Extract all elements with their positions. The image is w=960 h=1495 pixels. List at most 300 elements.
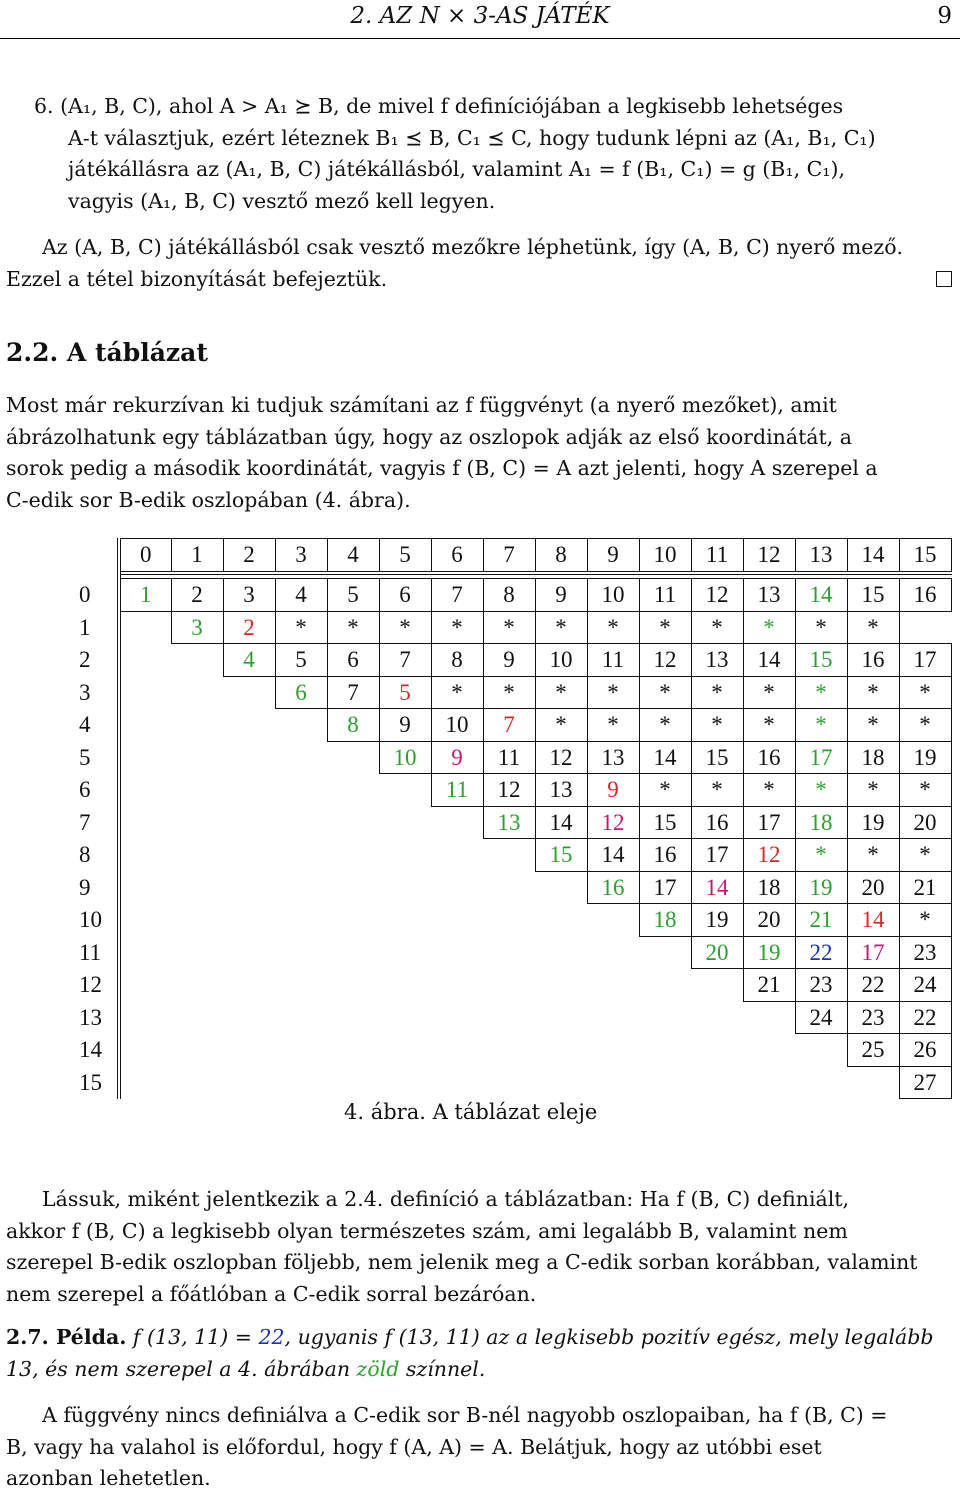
empty-cell — [171, 1034, 223, 1067]
example-text-b: , ugyanis f (13, 11) az a legkisebb pozitív egész, mely legalább — [284, 1325, 934, 1349]
column-header-9: 9 — [587, 539, 639, 573]
table-cell: 1 — [119, 579, 171, 612]
table-cell: 19 — [899, 741, 951, 774]
column-header-4: 4 — [327, 539, 379, 573]
empty-cell — [847, 1066, 899, 1099]
empty-cell — [431, 1066, 483, 1099]
table-row — [63, 676, 951, 709]
table-cell: 15 — [691, 741, 743, 774]
empty-cell — [327, 1001, 379, 1034]
example-label: 2.7. Példa. — [6, 1325, 127, 1349]
table-cell: 14 — [847, 904, 899, 937]
table-cell: * — [795, 676, 847, 709]
table-cell: 3 — [223, 579, 275, 612]
table-cell: 14 — [535, 806, 587, 839]
table-row — [63, 936, 951, 969]
empty-cell — [587, 904, 639, 937]
column-header-10: 10 — [639, 539, 691, 573]
empty-cell — [379, 936, 431, 969]
empty-cell — [535, 904, 587, 937]
empty-cell — [119, 1034, 171, 1067]
empty-cell — [639, 1001, 691, 1034]
empty-cell — [639, 969, 691, 1002]
empty-cell — [119, 644, 171, 677]
last-line1: A függvény nincs definiálva a C-edik sor B-nél nagyobb oszlopaiban, ha f (B, C) = — [42, 1403, 888, 1427]
empty-cell — [223, 936, 275, 969]
intro-line4: C-edik sor B-edik oszlopában (4. ábra). — [6, 487, 411, 512]
table-cell: 14 — [639, 741, 691, 774]
table-cell: 16 — [587, 871, 639, 904]
empty-cell — [379, 969, 431, 1002]
empty-cell — [483, 871, 535, 904]
table-cell: 7 — [431, 579, 483, 612]
empty-cell — [223, 839, 275, 872]
empty-cell — [119, 611, 171, 644]
empty-cell — [223, 741, 275, 774]
table-cell: 9 — [535, 579, 587, 612]
function-table — [63, 538, 952, 1099]
empty-cell — [171, 1066, 223, 1099]
table-cell: * — [483, 676, 535, 709]
intro-paragraph — [6, 390, 956, 516]
row-header-10: 10 — [63, 904, 119, 937]
table-row — [63, 644, 951, 677]
column-header-13: 13 — [795, 539, 847, 573]
table-cell: 23 — [899, 936, 951, 969]
table-cell: 16 — [743, 741, 795, 774]
item6-line2: A-t választjuk, ezért léteznek B₁ ⪯ B, C₁ ⪯ C, hogy tudunk lépni az (A₁, B₁, C₁) — [68, 125, 876, 150]
empty-cell — [223, 1001, 275, 1034]
table-cell: * — [847, 611, 899, 644]
empty-cell — [379, 904, 431, 937]
empty-cell — [171, 676, 223, 709]
table-cell: 10 — [431, 709, 483, 742]
table-cell: 17 — [795, 741, 847, 774]
table-row — [63, 969, 951, 1002]
page-number: 9 — [937, 3, 952, 29]
table-cell: * — [691, 676, 743, 709]
conclusion-line1: Az (A, B, C) játékállásból csak vesztő mezőkre léphetünk, így (A, B, C) nyerő mező. — [42, 235, 904, 259]
row-header-4: 4 — [63, 709, 119, 742]
table-cell: 13 — [587, 741, 639, 774]
table-row — [63, 806, 951, 839]
table-cell: 3 — [171, 611, 223, 644]
empty-cell — [795, 1066, 847, 1099]
table-cell: 6 — [379, 579, 431, 612]
table-cell: 13 — [535, 774, 587, 807]
table-cell: * — [587, 709, 639, 742]
after-line3: szerepel B-edik oszlopban följebb, nem jelenik meg a C-edik sorban korábban, valamint — [6, 1250, 918, 1274]
table-cell: 4 — [275, 579, 327, 612]
empty-cell — [483, 969, 535, 1002]
last-line3: azonban lehetetlen. — [6, 1466, 211, 1490]
table-cell: * — [275, 611, 327, 644]
empty-cell — [743, 1034, 795, 1067]
table-cell: * — [535, 676, 587, 709]
empty-cell — [431, 1001, 483, 1034]
table-cell: 13 — [483, 806, 535, 839]
intro-line2: ábrázolhatunk egy táblázatban úgy, hogy az oszlopok adják az első koordinátát, a — [6, 424, 853, 449]
empty-cell — [119, 871, 171, 904]
table-row — [63, 1066, 951, 1099]
table-cell: * — [795, 709, 847, 742]
empty-cell — [587, 936, 639, 969]
empty-cell — [379, 1066, 431, 1099]
table-cell: * — [431, 611, 483, 644]
empty-cell — [483, 1001, 535, 1034]
table-cell: 6 — [275, 676, 327, 709]
empty-cell — [223, 1066, 275, 1099]
table-row — [63, 579, 951, 612]
table-cell: * — [691, 709, 743, 742]
table-row — [63, 871, 951, 904]
empty-cell — [327, 839, 379, 872]
empty-cell — [119, 774, 171, 807]
table-cell: 16 — [691, 806, 743, 839]
empty-cell — [483, 904, 535, 937]
proof-item-6 — [6, 91, 956, 217]
empty-cell — [275, 1001, 327, 1034]
empty-cell — [119, 676, 171, 709]
empty-cell — [743, 1001, 795, 1034]
empty-cell — [171, 839, 223, 872]
table-cell: 16 — [639, 839, 691, 872]
qed-box-icon — [936, 271, 952, 287]
table-cell: 5 — [327, 579, 379, 612]
empty-cell — [431, 904, 483, 937]
empty-cell — [223, 774, 275, 807]
empty-cell — [223, 676, 275, 709]
table-cell: * — [795, 774, 847, 807]
table-cell: * — [535, 611, 587, 644]
table-cell: 22 — [847, 969, 899, 1002]
table-cell: 15 — [535, 839, 587, 872]
after-line1: Lássuk, miként jelentkezik a 2.4. definíció a táblázatban: Ha f (B, C) definiált, — [42, 1187, 850, 1211]
table-cell: * — [899, 774, 951, 807]
row-header-3: 3 — [63, 676, 119, 709]
table-cell: 7 — [483, 709, 535, 742]
empty-cell — [587, 1034, 639, 1067]
column-header-14: 14 — [847, 539, 899, 573]
table-corner — [63, 539, 119, 573]
table-cell: 9 — [587, 774, 639, 807]
table-cell: 18 — [847, 741, 899, 774]
empty-cell — [535, 969, 587, 1002]
empty-cell — [431, 936, 483, 969]
table-cell: 11 — [431, 774, 483, 807]
table-cell: 20 — [899, 806, 951, 839]
empty-cell — [691, 1066, 743, 1099]
table-cell: 9 — [483, 644, 535, 677]
table-cell: 14 — [587, 839, 639, 872]
table-cell: 7 — [379, 644, 431, 677]
table-cell: 21 — [795, 904, 847, 937]
table-cell: 11 — [587, 644, 639, 677]
row-header-2: 2 — [63, 644, 119, 677]
example-text-d: színnel. — [399, 1356, 486, 1381]
table-cell: 6 — [327, 644, 379, 677]
row-header-14: 14 — [63, 1034, 119, 1067]
table-cell: 27 — [899, 1066, 951, 1099]
column-header-11: 11 — [691, 539, 743, 573]
table-cell: 2 — [171, 579, 223, 612]
table-cell: * — [795, 839, 847, 872]
example-green-word: zöld — [356, 1356, 400, 1381]
table-cell: 16 — [899, 579, 951, 612]
table-cell: * — [587, 611, 639, 644]
conclusion-line2: Ezzel a tétel bizonyítását befejeztük. — [6, 266, 388, 291]
empty-cell — [327, 1034, 379, 1067]
empty-cell — [327, 1066, 379, 1099]
empty-cell — [327, 741, 379, 774]
table-cell: * — [379, 611, 431, 644]
table-cell: * — [899, 709, 951, 742]
table-cell: 22 — [795, 936, 847, 969]
table-cell: * — [639, 774, 691, 807]
empty-cell — [171, 741, 223, 774]
table-cell: 15 — [639, 806, 691, 839]
column-header-15: 15 — [899, 539, 951, 573]
table-cell: 20 — [691, 936, 743, 969]
empty-cell — [535, 1066, 587, 1099]
proof-conclusion — [6, 232, 956, 295]
empty-cell — [223, 969, 275, 1002]
table-cell: 17 — [899, 644, 951, 677]
table-cell: 8 — [483, 579, 535, 612]
column-header-1: 1 — [171, 539, 223, 573]
empty-cell — [587, 969, 639, 1002]
empty-cell — [171, 871, 223, 904]
empty-cell — [275, 871, 327, 904]
empty-cell — [691, 969, 743, 1002]
empty-cell — [483, 1066, 535, 1099]
table-cell: * — [587, 676, 639, 709]
item6-line4: vagyis (A₁, B, C) vesztő mező kell legyen. — [68, 188, 496, 213]
table-cell: 12 — [535, 741, 587, 774]
column-header-6: 6 — [431, 539, 483, 573]
empty-cell — [223, 871, 275, 904]
table-cell: * — [639, 709, 691, 742]
table-cell: 26 — [899, 1034, 951, 1067]
empty-cell — [327, 774, 379, 807]
example-text-a: f (13, 11) = — [132, 1325, 259, 1349]
row-header-6: 6 — [63, 774, 119, 807]
table-cell: * — [639, 676, 691, 709]
empty-cell — [223, 904, 275, 937]
table-cell: 12 — [483, 774, 535, 807]
table-row — [63, 611, 951, 644]
table-cell: * — [691, 774, 743, 807]
table-cell: 12 — [743, 839, 795, 872]
empty-cell — [483, 839, 535, 872]
table-cell: * — [639, 611, 691, 644]
column-header-7: 7 — [483, 539, 535, 573]
table-cell: 24 — [899, 969, 951, 1002]
running-header — [0, 0, 960, 39]
empty-cell — [171, 904, 223, 937]
empty-cell — [535, 871, 587, 904]
table-cell: 18 — [743, 871, 795, 904]
table-cell: 24 — [795, 1001, 847, 1034]
intro-line1: Most már rekurzívan ki tudjuk számítani az f függvényt (a nyerő mezőket), amit — [6, 393, 837, 417]
table-cell: * — [327, 611, 379, 644]
empty-cell — [379, 1001, 431, 1034]
table-cell: 9 — [379, 709, 431, 742]
last-line2: B, vagy ha valahol is előfordul, hogy f (A, A) = A. Belátjuk, hogy az utóbbi eset — [6, 1434, 822, 1459]
table-cell: 19 — [847, 806, 899, 839]
table-cell: * — [795, 611, 847, 644]
table-cell: 21 — [899, 871, 951, 904]
example-paragraph — [6, 1322, 956, 1385]
table-cell: 7 — [327, 676, 379, 709]
empty-cell — [743, 1066, 795, 1099]
table-cell: * — [483, 611, 535, 644]
table-cell: 17 — [847, 936, 899, 969]
empty-cell — [639, 1066, 691, 1099]
empty-cell — [379, 806, 431, 839]
empty-cell — [795, 1034, 847, 1067]
after-line4: nem szerepel a főátlóban a C-edik sorral bezáróan. — [6, 1281, 537, 1306]
table-cell: 17 — [691, 839, 743, 872]
empty-cell — [431, 839, 483, 872]
table-cell: 11 — [483, 741, 535, 774]
table-cell: 15 — [795, 644, 847, 677]
table-cell: * — [899, 676, 951, 709]
table-cell: 9 — [431, 741, 483, 774]
row-header-12: 12 — [63, 969, 119, 1002]
table-cell: * — [535, 709, 587, 742]
table-cell: 5 — [379, 676, 431, 709]
table-cell: 23 — [795, 969, 847, 1002]
empty-cell — [379, 774, 431, 807]
table-cell: * — [847, 676, 899, 709]
table-row — [63, 1001, 951, 1034]
row-header-0: 0 — [63, 579, 119, 612]
table-cell: 8 — [431, 644, 483, 677]
empty-cell — [275, 709, 327, 742]
empty-cell — [119, 1001, 171, 1034]
table-cell: 10 — [379, 741, 431, 774]
empty-cell — [275, 904, 327, 937]
empty-cell — [171, 644, 223, 677]
table-cell: * — [691, 611, 743, 644]
table-cell: 5 — [275, 644, 327, 677]
empty-cell — [431, 969, 483, 1002]
empty-cell — [431, 1034, 483, 1067]
table-cell: 10 — [535, 644, 587, 677]
empty-cell — [119, 709, 171, 742]
empty-cell — [275, 1066, 327, 1099]
empty-cell — [275, 774, 327, 807]
empty-cell — [327, 806, 379, 839]
empty-cell — [119, 969, 171, 1002]
empty-cell — [119, 806, 171, 839]
empty-cell — [171, 774, 223, 807]
table-cell: 21 — [743, 969, 795, 1002]
table-cell: * — [899, 904, 951, 937]
empty-cell — [379, 839, 431, 872]
last-paragraph — [6, 1400, 956, 1495]
column-header-12: 12 — [743, 539, 795, 573]
empty-cell — [171, 969, 223, 1002]
empty-cell — [431, 871, 483, 904]
empty-cell — [171, 936, 223, 969]
table-cell: 19 — [743, 936, 795, 969]
empty-cell — [275, 1034, 327, 1067]
row-header-15: 15 — [63, 1066, 119, 1099]
table-cell: 8 — [327, 709, 379, 742]
table-cell: 16 — [847, 644, 899, 677]
column-header-0: 0 — [119, 539, 171, 573]
table-cell: * — [847, 709, 899, 742]
column-header-5: 5 — [379, 539, 431, 573]
empty-cell — [327, 871, 379, 904]
item6-line3: játékállásra az (A₁, B, C) játékállásból, valamint A₁ = f (B₁, C₁) = g (B₁, C₁), — [68, 157, 846, 181]
empty-cell — [119, 839, 171, 872]
empty-cell — [379, 871, 431, 904]
empty-cell — [483, 1034, 535, 1067]
empty-cell — [535, 936, 587, 969]
intro-line3: sorok pedig a második koordinátát, vagyis f (B, C) = A azt jelenti, hogy A szerepel a — [6, 456, 878, 480]
empty-cell — [327, 904, 379, 937]
empty-cell — [223, 709, 275, 742]
empty-cell — [639, 936, 691, 969]
table-cell: 13 — [743, 579, 795, 612]
table-cell: 14 — [691, 871, 743, 904]
table-cell: 14 — [795, 579, 847, 612]
empty-cell — [119, 904, 171, 937]
table-cell: 18 — [639, 904, 691, 937]
empty-cell — [587, 1001, 639, 1034]
table-cell: 19 — [795, 871, 847, 904]
table-row — [63, 741, 951, 774]
empty-cell — [275, 969, 327, 1002]
empty-cell — [379, 1034, 431, 1067]
empty-cell — [171, 1001, 223, 1034]
empty-cell — [119, 1066, 171, 1099]
table-cell: 12 — [639, 644, 691, 677]
table-cell: 12 — [587, 806, 639, 839]
empty-cell — [639, 1034, 691, 1067]
table-cell: * — [431, 676, 483, 709]
table-cell: 13 — [691, 644, 743, 677]
table-cell: 20 — [743, 904, 795, 937]
table-cell: 20 — [847, 871, 899, 904]
empty-cell — [275, 839, 327, 872]
table-row — [63, 1034, 951, 1067]
table-cell: 11 — [639, 579, 691, 612]
empty-cell — [535, 1001, 587, 1034]
table-row — [63, 839, 951, 872]
table-cell: * — [743, 709, 795, 742]
empty-cell — [587, 1066, 639, 1099]
table-cell: 19 — [691, 904, 743, 937]
table-cell: 22 — [899, 1001, 951, 1034]
empty-cell — [119, 936, 171, 969]
table-cell: 17 — [743, 806, 795, 839]
row-header-9: 9 — [63, 871, 119, 904]
row-header-8: 8 — [63, 839, 119, 872]
table-cell: 14 — [743, 644, 795, 677]
table-cell: * — [743, 676, 795, 709]
empty-cell — [327, 936, 379, 969]
table-row — [63, 709, 951, 742]
empty-cell — [691, 1034, 743, 1067]
section-heading: 2.2. A táblázat — [6, 338, 208, 367]
table-cell: 25 — [847, 1034, 899, 1067]
empty-cell — [275, 936, 327, 969]
header-title: 2. AZ N × 3-AS JÁTÉK — [350, 3, 610, 29]
